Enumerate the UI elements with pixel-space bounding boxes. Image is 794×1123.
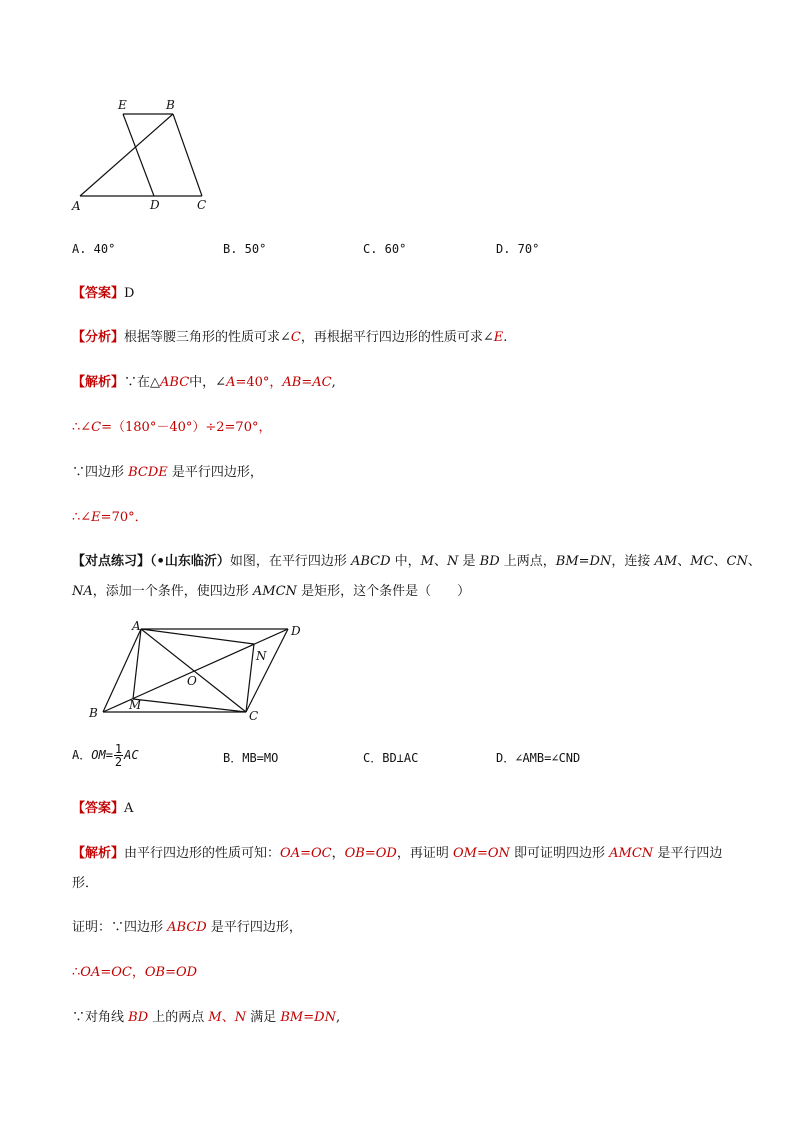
label-B: B (89, 706, 98, 720)
q2-proof-2: ∴OA=OC，OB=OD (72, 965, 198, 980)
q2-solution-1b: 形． (72, 876, 99, 891)
label-O: O (187, 674, 197, 688)
q2-stem-1: 【对点练习】（•山东临沂）如图，在平行四边形 ABCD 中，M、N 是 BD 上两点，BM=DN，连接 AM、MC、CN、 (72, 554, 761, 569)
label-E: E (118, 98, 127, 112)
q1-option-b: B. 50° (223, 242, 267, 256)
label-M: M (129, 698, 142, 712)
figure-1 (60, 92, 230, 222)
figure-2 (80, 614, 320, 730)
q2-solution-1: 【解析】由平行四边形的性质可知：OA=OC，OB=OD，再证明 OM=ON 即可证明四边形 AMCN 是平行四边 (72, 846, 723, 861)
label-C: C (197, 198, 207, 212)
q1-solution-3: ∵四边形 BCDE 是平行四边形， (72, 465, 263, 480)
q1-answer: 【答案】D (72, 286, 135, 301)
q2-option-c: C．BD⊥AC (363, 751, 419, 765)
q2-option-d: D．∠AMB=∠CND (496, 751, 581, 765)
label-A: A (132, 619, 141, 633)
q1-option-c: C. 60° (363, 242, 407, 256)
fraction-one-half: $\frac{1}{2}$ (114, 742, 123, 769)
label-A: A (72, 199, 81, 213)
label-C: C (249, 709, 259, 723)
q2-option-b: B．MB=MO (223, 751, 279, 765)
q1-solution-1: 【解析】∵在△ABC中，∠A=40°，AB=AC, (72, 375, 336, 390)
q2-proof-3: ∵对角线 BD 上的两点 M、N 满足 BM=DN, (72, 1010, 341, 1025)
q1-solution-2: ∴∠C=（180°－40°）÷2=70°， (72, 420, 272, 435)
q1-option-a: A. 40° (72, 242, 116, 256)
label-D: D (150, 198, 160, 212)
q2-stem-2: NA，添加一个条件，使四边形 AMCN 是矩形，这个条件是（ ） (72, 584, 471, 599)
q2-proof-1: 证明：∵四边形 ABCD 是平行四边形， (72, 920, 302, 935)
label-D: D (291, 624, 301, 638)
q2-answer: 【答案】A (72, 801, 134, 816)
q2-option-a: A．OM= $\frac{1}{2}$ AC (72, 742, 139, 769)
label-B: B (166, 98, 175, 112)
q1-analysis: 【分析】根据等腰三角形的性质可求∠C，再根据平行四边形的性质可求∠E. (72, 330, 508, 345)
q1-solution-4: ∴∠E=70°． (72, 510, 148, 525)
label-N: N (256, 649, 267, 663)
q1-option-d: D. 70° (496, 242, 540, 256)
